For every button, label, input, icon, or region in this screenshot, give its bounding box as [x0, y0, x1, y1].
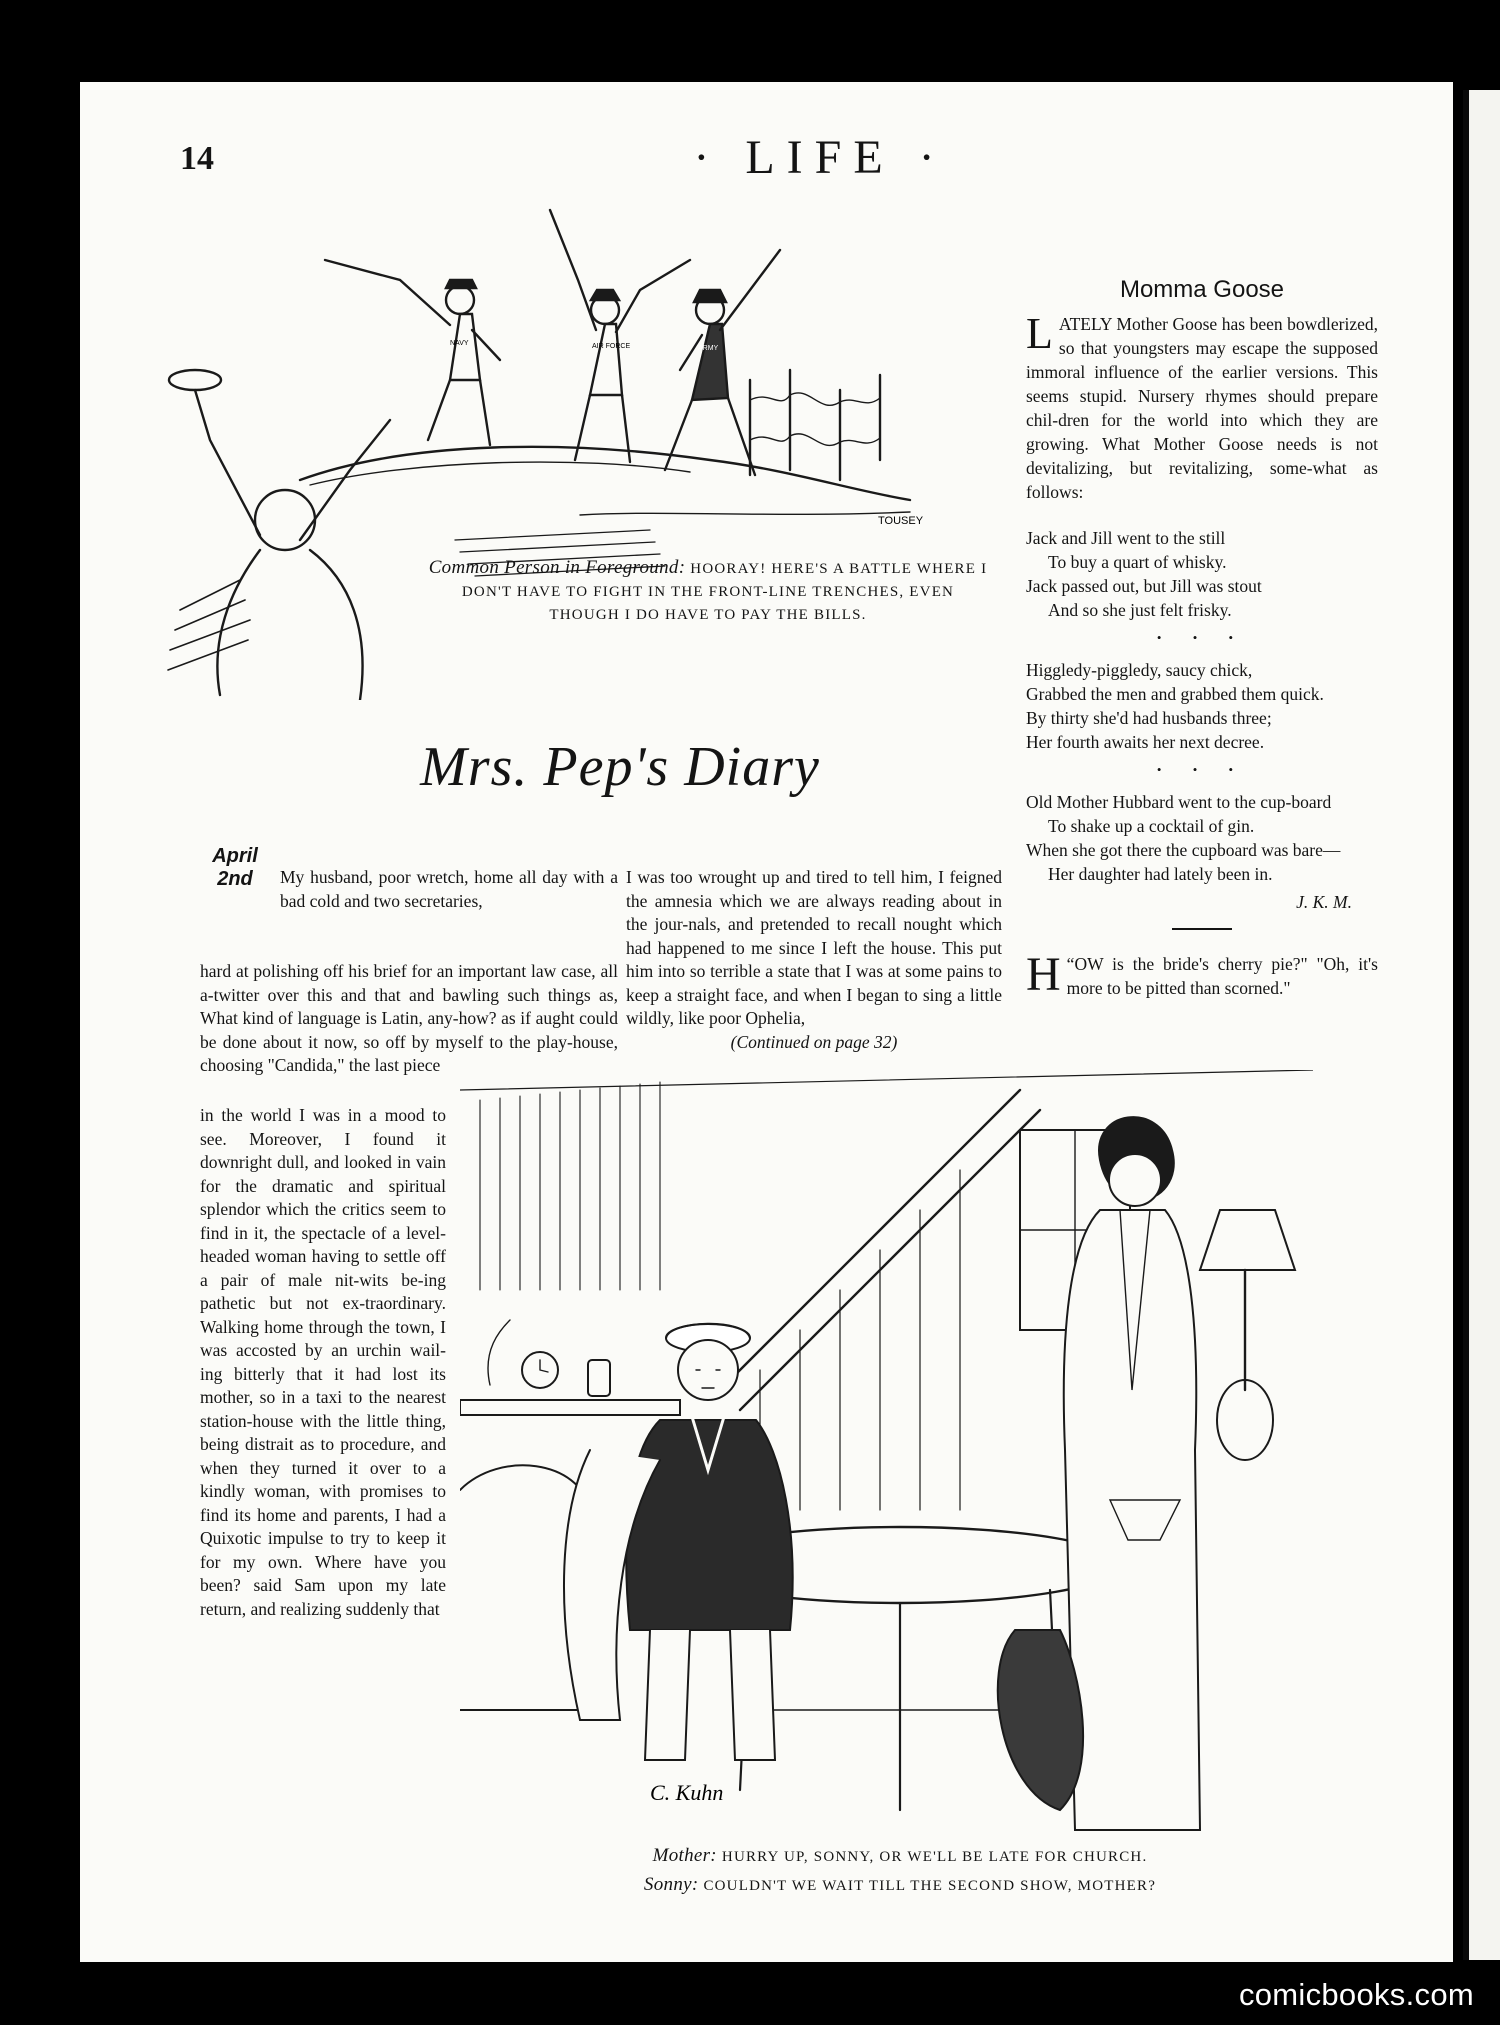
church-caption-text-2: COULDN'T WE WAIT TILL THE SECOND SHOW, MOTHER? — [703, 1878, 1157, 1894]
momma-goose-intro-text: ATELY Mother Goose has been bowdlerized, so that youngsters may escape the supposed immoral influence of the earlier versions. This seems stupid. Nursery rhymes should prepare chil-dren for the world into which they are growing. What Mother Goose needs is not devitalizing, but revitalizing, some-what as follows: — [1026, 314, 1378, 502]
site-watermark: comicbooks.com — [1238, 1977, 1474, 2012]
rhyme-line: To shake up a cocktail of gin. — [1048, 816, 1255, 836]
church-caption-line-2 — [560, 1871, 1240, 1900]
joke-open-quote: “ — [1066, 954, 1075, 974]
rhyme-line: Her fourth awaits her next decree. — [1026, 732, 1265, 752]
rhyme-stanza — [1026, 658, 1378, 754]
rhyme-stanza — [1026, 526, 1378, 622]
diary-paragraph-narrow: in the world I was in a mood to see. Moreover, I found it downright dull, and looked in vain for the dramatic and spiritual splendor which the critics seem to find in it, the spectacle of a level-headed woman having to settle off a pair of male nit-wits be-ing pathetic but not ex-traordinary. Walking home through the town, I was accosted by an urchin wail-ing bitterly that it had lost its mother, so in a taxi to the nearest station-house with the little thing, being distrait as to procedure, and when they turned it over to a kindly woman, with promises to find its home and parents, I had a Quixotic impulse to try to keep it for my own. Where have you been? said Sam upon my late return, and realizing suddenly that — [200, 1105, 446, 1619]
rhyme-line: And so she just felt frisky. — [1048, 600, 1232, 620]
rhyme-line: Higgledy-piggledy, saucy chick, — [1026, 660, 1253, 680]
page-number: 14 — [180, 140, 214, 177]
rhyme-line: Her daughter had lately been in. — [1048, 864, 1273, 884]
battle-caption — [428, 556, 988, 627]
cherry-pie-joke — [1026, 948, 1378, 1001]
momma-goose-signature: J. K. M. — [1296, 892, 1352, 912]
diary-paragraph-top: My husband, poor wretch, home all day with a bad cold and two secretaries, — [280, 867, 618, 911]
rhyme-line: Jack passed out, but Jill was stout — [1026, 576, 1262, 596]
church-cartoon-drawing — [460, 1070, 1313, 1840]
diary-col-b — [626, 866, 1002, 1054]
church-caption-text-1: HURRY UP, SONNY, OR WE'LL BE LATE FOR CHURCH. — [721, 1849, 1148, 1865]
diary-paragraph-b: I was too wrought up and tired to tell him, I feigned the amnesia which we are always reading about in the jour-nals, and pretended to recall nought which had happened to me since I left the house. This put him into so terrible a state that I was at some pains to keep a straight face, and when I began to sing a little wildly, like poor Ophelia, — [626, 867, 1002, 1028]
diary-paragraph-main: hard at polishing off his brief for an important law case, all a-twitter over this and that and bawling such things as, What kind of language is Latin, any-how? as if aught could be done about it now, so off by myself to the play-house, choosing "Candida," the last piece — [200, 961, 618, 1075]
joke-text: OW is the bride's cherry pie?" "Oh, it's more to be pitted than scorned." — [1066, 954, 1378, 998]
rhyme-line: Old Mother Hubbard went to the cup-board — [1026, 792, 1332, 812]
section-divider — [1172, 928, 1232, 930]
diary-continued-note: (Continued on page 32) — [730, 1031, 898, 1052]
stanza-separator: • • • — [1156, 630, 1248, 645]
church-caption-line-1 — [560, 1842, 1240, 1871]
rhyme-line: By thirty she'd had husbands three; — [1026, 708, 1272, 728]
momma-goose-title: Momma Goose — [1119, 276, 1285, 303]
diary-title: Mrs. Pep's Diary — [420, 736, 820, 798]
church-caption-speaker-2: Sonny: — [643, 1874, 699, 1895]
momma-goose-intro — [1026, 309, 1378, 504]
battle-caption-text: HOORAY! HERE'S A BATTLE WHERE I DON'T HAVE TO FIGHT IN THE FRONT-LINE TRENCHES, EVEN THOUGH I DO HAVE TO PAY THE BILLS. — [461, 561, 988, 623]
church-cartoon — [460, 1070, 1313, 1840]
rhyme-stanza — [1026, 790, 1378, 886]
magazine-title: · LIFE · — [693, 131, 947, 184]
soldier-label-air-force: AIR FORCE — [592, 343, 631, 350]
momma-goose-dropcap: L — [1026, 309, 1053, 358]
diary-date: April 2nd — [212, 845, 258, 890]
diary-col-a-top — [280, 866, 618, 913]
soldier-label-army: ARMY — [698, 345, 719, 352]
battle-caption-speaker: Common Person in Foreground: — [428, 557, 686, 578]
rhyme-line: To buy a quart of whisky. — [1048, 552, 1227, 572]
battle-artist-signature: TOUSEY — [878, 515, 924, 527]
momma-goose-rhymes — [1026, 526, 1378, 886]
joke-dropcap: H — [1026, 948, 1061, 1001]
diary-col-a-narrow — [200, 1104, 446, 1621]
church-caption-speaker-1: Mother: — [652, 1845, 717, 1866]
rhyme-line: Jack and Jill went to the still — [1026, 528, 1226, 548]
church-caption — [560, 1842, 1240, 1900]
stanza-separator: • • • — [1156, 762, 1248, 777]
rhyme-line: Grabbed the men and grabbed them quick. — [1026, 684, 1324, 704]
church-artist-signature: C. Kuhn — [650, 1780, 724, 1805]
soldier-label-navy: NAVY — [450, 340, 469, 347]
rhyme-line: When she got there the cupboard was bare— — [1026, 840, 1341, 860]
momma-goose-column — [1026, 278, 1378, 1000]
diary-col-a-main — [200, 960, 618, 1078]
